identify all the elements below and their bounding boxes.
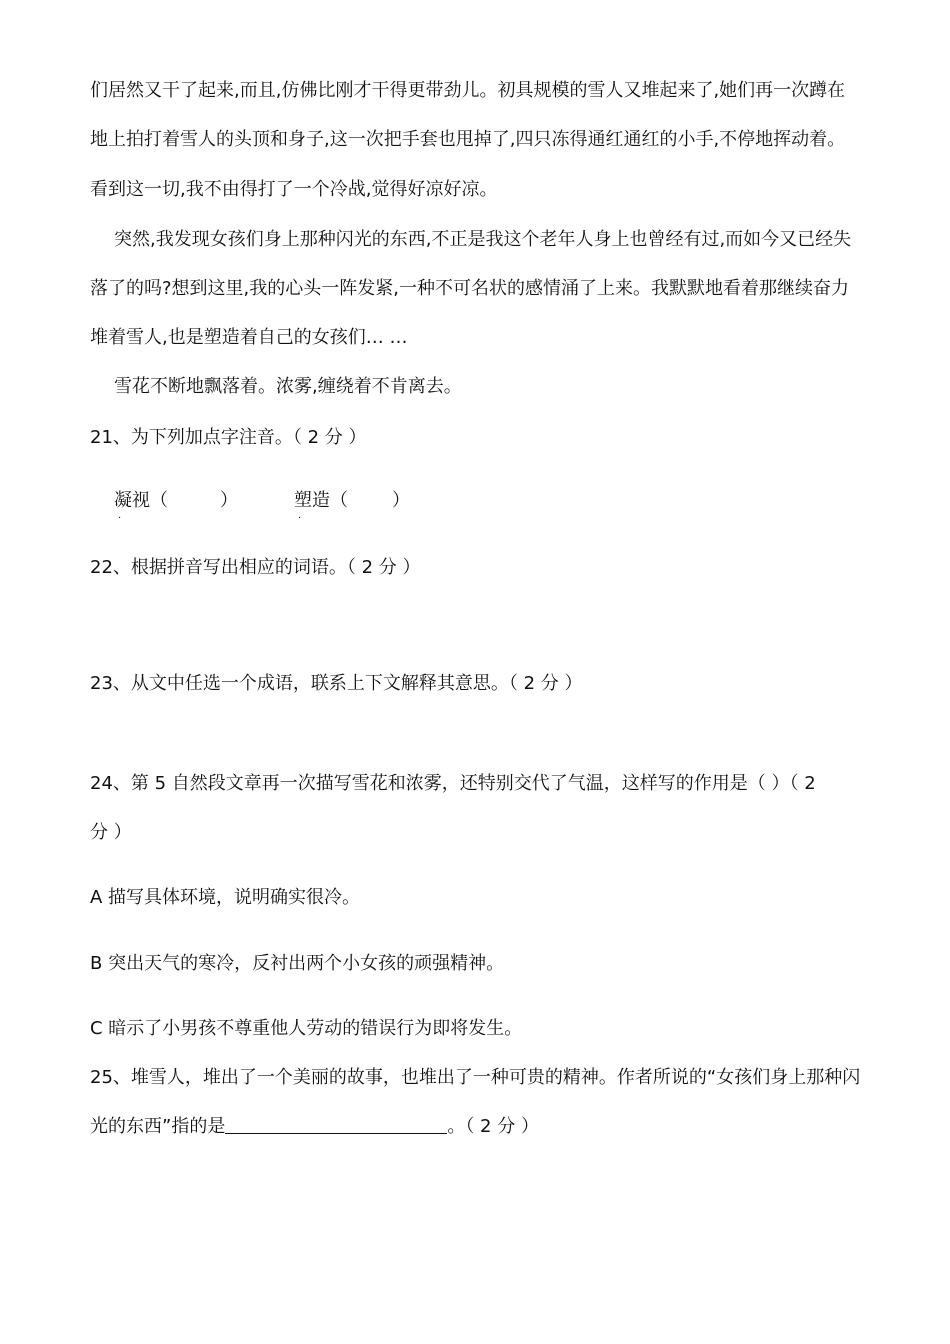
question-21-title: 21、为下列加点字注音。（ 2 分 ） — [90, 427, 367, 448]
question-25-line-1: 25、堆雪人，堆出了一个美丽的故事，也堆出了一种可贵的精神。作者所说的“女孩们身上那种闪 — [90, 1067, 861, 1088]
question-24-title-line-1: 24、第 5 自然段文章再一次描写雪花和浓雾，还特别交代了气温，这样写的作用是（ ）（ 2 — [90, 773, 816, 794]
q25-suffix: 。（ 2 分 ） — [447, 1116, 539, 1137]
question-21-terms — [114, 486, 410, 524]
passage-line-6: 堆着雪人,也是塑造着自己的女孩们… … — [90, 327, 408, 348]
emphasis-dot: · — [298, 513, 302, 524]
passage-line-1: 们居然又干了起来,而且,仿佛比刚才干得更带劲儿。初具规模的雪人又堆起来了,她们再一次蹲在 — [90, 80, 846, 101]
q25-prefix: 光的东西”指的是 — [90, 1116, 226, 1137]
passage-line-3: 看到这一切,我不由得打了一个冷战,觉得好凉好凉。 — [90, 179, 498, 200]
question-25-line-2 — [90, 1112, 539, 1138]
paren-close: ） — [220, 490, 238, 511]
term-ningshi — [114, 486, 150, 524]
term-suzao-text: 塑造 — [294, 490, 330, 511]
answer-blank[interactable] — [225, 1115, 447, 1134]
emphasis-dot: · — [118, 513, 122, 524]
passage-line-4: 突然,我发现女孩们身上那种闪光的东西,不正是我这个老年人身上也曾经有过,而如今又已经失 — [114, 229, 852, 250]
question-22-title: 22、根据拼音写出相应的词语。（ 2 分 ） — [90, 557, 421, 578]
term-ningshi-text: 凝视 — [114, 490, 150, 511]
passage-line-5: 落了的吗?想到这里,我的心头一阵发紧,一种不可名状的感情涌了上来。我默默地看着那继续奋力 — [90, 278, 849, 299]
paren-open: （ — [330, 490, 348, 511]
passage-line-7: 雪花不断地飘落着。浓雾,缠绕着不肯离去。 — [114, 376, 462, 397]
passage-line-2: 地上拍打着雪人的头顶和身子,这一次把手套也甩掉了,四只冻得通红通红的小手,不停地挥动着。 — [90, 129, 846, 150]
option-b: B 突出天气的寒冷，反衬出两个小女孩的顽强精神。 — [90, 953, 505, 974]
question-24-title-line-2: 分 ） — [90, 822, 132, 843]
option-a: A 描写具体环境，说明确实很冷。 — [90, 887, 361, 908]
option-c: C 暗示了小男孩不尊重他人劳动的错误行为即将发生。 — [90, 1018, 523, 1039]
term-suzao — [294, 486, 330, 524]
paren-close: ） — [392, 490, 410, 511]
paren-open: （ — [150, 490, 168, 511]
question-23-title: 23、从文中任选一个成语，联系上下文解释其意思。（ 2 分 ） — [90, 673, 583, 694]
